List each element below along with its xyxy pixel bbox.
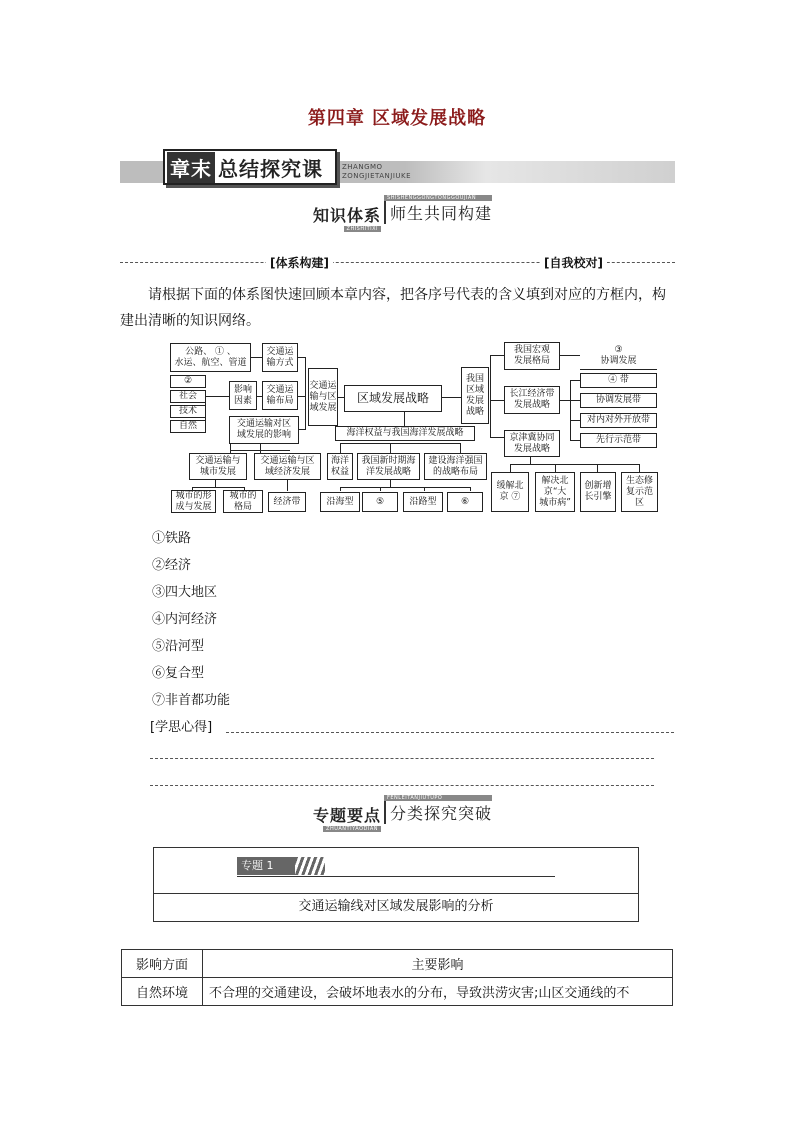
chapter-title: 第四章 区域发展战略 bbox=[307, 108, 487, 129]
line bbox=[570, 380, 571, 440]
box-blank-6: ⑥ bbox=[447, 492, 483, 512]
line bbox=[639, 464, 640, 472]
line bbox=[597, 464, 598, 472]
section2-right-pinyin: FENLEITANJIUTUPO bbox=[384, 795, 492, 801]
intro-paragraph: 请根据下面的体系图快速回顾本章内容，把各序号代表的含义填到对应的方框内，构建出清晰的知识网络。 bbox=[120, 287, 666, 329]
line bbox=[560, 355, 580, 356]
line bbox=[337, 397, 344, 398]
answer-6: ⑥复合型 bbox=[152, 666, 205, 681]
line bbox=[570, 400, 580, 401]
box-transport-types: 公路、 ① 、 水运、航空、管道 bbox=[170, 343, 251, 372]
box-blank-5: ⑤ bbox=[362, 492, 398, 512]
box-transport-region: 交通运 输与区 域发展 bbox=[308, 368, 338, 426]
box-ocean-rights: 海洋 权益 bbox=[327, 453, 353, 480]
box-coastal: 沿海型 bbox=[320, 492, 360, 512]
box-center: 区域发展战略 bbox=[344, 385, 442, 412]
table-cell: 自然环境 bbox=[122, 978, 203, 1006]
table-header: 主要影响 bbox=[203, 950, 673, 978]
box-blank-4: ④ 带 bbox=[580, 373, 657, 388]
box-transport-mode: 交通运 输方式 bbox=[262, 343, 298, 372]
line bbox=[560, 400, 570, 401]
table-header-row bbox=[122, 950, 673, 978]
effects-table bbox=[121, 949, 673, 1006]
box-national: 我国 区域 发展 战略 bbox=[461, 367, 489, 424]
line bbox=[490, 355, 491, 437]
line bbox=[570, 440, 580, 441]
answer-2: ②经济 bbox=[152, 558, 192, 573]
reflection-line-3[interactable] bbox=[150, 785, 654, 786]
box-layout: 交通运 输布局 bbox=[262, 381, 298, 410]
table-header: 影响方面 bbox=[122, 950, 203, 978]
line bbox=[380, 487, 381, 491]
line bbox=[298, 429, 306, 430]
banner-pinyin-line2: ZONGJIETANJIUKE bbox=[342, 172, 412, 180]
section2-right: 分类探究突破 bbox=[384, 801, 492, 824]
box-coordinate-belt: 协调发展带 bbox=[580, 393, 657, 408]
reflection-label: [学思心得] bbox=[150, 720, 213, 735]
section2-heading bbox=[313, 795, 493, 832]
banner-light-text: 总结探究课 bbox=[218, 156, 323, 181]
topic-stripes bbox=[295, 857, 325, 875]
label-system-build: [体系构建] bbox=[266, 254, 333, 271]
box-yangtze: 长江经济带 发展战略 bbox=[504, 386, 560, 414]
box-city-dev: 交通运输与 城市发展 bbox=[189, 453, 247, 480]
box-blank-2: ② bbox=[170, 375, 206, 388]
line bbox=[470, 487, 471, 491]
line bbox=[570, 380, 580, 381]
section2-left: 专题要点 bbox=[313, 806, 382, 825]
box-macro: 我国宏观 发展格局 bbox=[504, 342, 560, 370]
line bbox=[424, 487, 425, 491]
section1-left: 知识体系 bbox=[313, 206, 382, 225]
box-impact: 交通运输对区 域发展的影响 bbox=[229, 416, 299, 444]
line bbox=[510, 464, 511, 472]
answer-5: ⑤沿河型 bbox=[152, 639, 205, 654]
box-innovate: 创新增 长引擎 bbox=[580, 472, 616, 512]
answer-3: ③四大地区 bbox=[152, 585, 218, 600]
section1-right-pinyin: SHISHENGGONGTONGGOUJIAN bbox=[384, 195, 492, 201]
box-influence: 影响 因素 bbox=[229, 381, 257, 410]
banner-pinyin-line1: ZHANGMO bbox=[342, 163, 383, 171]
line bbox=[570, 420, 580, 421]
section1-left-pinyin: ZHISHITIXI bbox=[344, 226, 382, 232]
box-ocean-strategy: 海洋权益与我国海洋发展战略 bbox=[335, 426, 475, 441]
section2-left-pinyin: ZHUANTIYAODIAN bbox=[323, 826, 381, 832]
table-cell: 不合理的交通建设，会破坏地表水的分布，导致洪涝灾害;山区交通线的不 bbox=[203, 978, 673, 1006]
box-city-form: 城市的形 成与发展 bbox=[171, 490, 216, 513]
box-econ-belt: 经济带 bbox=[268, 492, 306, 512]
box-society: 社会 bbox=[170, 390, 206, 403]
topic-tag: 专题 1 bbox=[237, 857, 295, 875]
line bbox=[490, 355, 504, 356]
box-demo-belt: 先行示范带 bbox=[580, 433, 657, 448]
answer-7: ⑦非首都功能 bbox=[152, 693, 231, 708]
reflection-line-1[interactable] bbox=[226, 732, 674, 733]
reflection-line-2[interactable] bbox=[150, 758, 654, 759]
box-open-belt: 对内对外开放带 bbox=[580, 413, 657, 428]
line bbox=[287, 480, 288, 491]
box-region-econ: 交通运输与区 域经济发展 bbox=[254, 453, 321, 480]
box-new-era: 我国新时期海 洋发展战略 bbox=[357, 453, 420, 480]
section1-right: 师生共同构建 bbox=[384, 201, 492, 224]
line bbox=[340, 443, 460, 444]
banner-dark-text: 章末 bbox=[167, 152, 215, 183]
line bbox=[340, 487, 341, 491]
line bbox=[340, 487, 470, 488]
line bbox=[510, 464, 640, 465]
line bbox=[490, 400, 504, 401]
box-relieve: 缓解北 京 ⑦ bbox=[491, 472, 529, 512]
answer-4: ④内河经济 bbox=[152, 612, 218, 627]
label-self-check: [自我校对] bbox=[540, 254, 607, 271]
box-nature: 自然 bbox=[170, 420, 206, 433]
line bbox=[490, 437, 504, 438]
topic-underline bbox=[237, 876, 555, 877]
line bbox=[442, 397, 461, 398]
line bbox=[404, 412, 405, 426]
topic-title: 交通运输线对区域发展影响的分析 bbox=[298, 899, 494, 914]
line bbox=[555, 464, 556, 472]
answer-1: ①铁路 bbox=[152, 531, 192, 546]
topic-separator bbox=[153, 893, 639, 894]
box-blank-3: ③ 协调发展 bbox=[580, 342, 657, 370]
box-build-ocean: 建设海洋强国 的战略布局 bbox=[424, 453, 487, 480]
box-jingjinji: 京津冀协同 发展战略 bbox=[504, 430, 560, 457]
line bbox=[250, 357, 262, 358]
line bbox=[205, 396, 229, 397]
table-row bbox=[122, 978, 673, 1006]
box-eco: 生态修 复示范 区 bbox=[621, 472, 658, 512]
box-solve: 解决北 京“大 城市病” bbox=[535, 472, 575, 512]
line bbox=[305, 357, 306, 429]
box-city-pattern: 城市的 格局 bbox=[223, 490, 263, 513]
box-road-type: 沿路型 bbox=[403, 492, 443, 512]
line bbox=[192, 487, 244, 488]
box-technology: 技术 bbox=[170, 405, 206, 418]
